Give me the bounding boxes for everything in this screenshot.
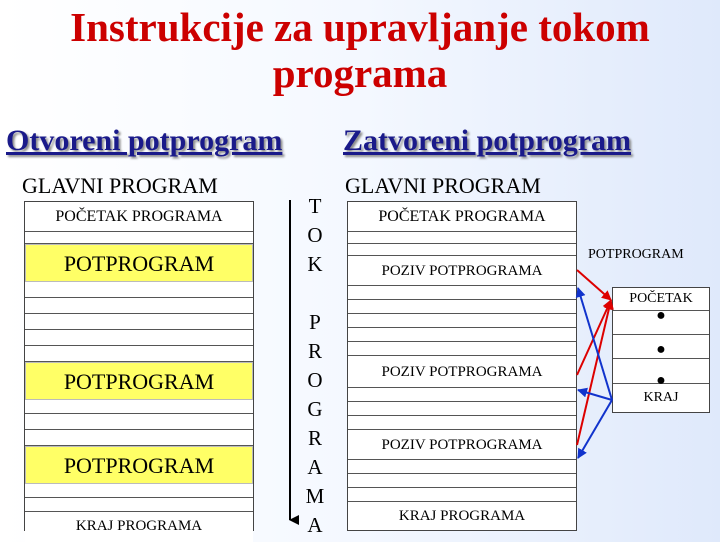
flow-letter: A <box>307 513 323 537</box>
flow-letter: R <box>307 339 322 363</box>
subprogram-title: POTPROGRAM <box>588 247 684 262</box>
return-arrow-blue <box>578 288 612 400</box>
subprogram-dot-row: ● <box>613 359 709 384</box>
flow-letter: A <box>307 455 323 479</box>
call-arrow-red <box>577 270 611 300</box>
closed-main-program-label: GLAVNI PROGRAM <box>345 173 541 198</box>
closed-subprogram-heading: Zatvoreni potprogram <box>343 124 632 157</box>
flow-letter: R <box>307 426 322 450</box>
subprogram-dot-row: ● <box>613 335 709 359</box>
call-arrow-red <box>577 300 611 445</box>
closed-call-label-2: POZIV POTPROGRAMA <box>381 364 543 380</box>
open-subprogram-label-2: POTPROGRAM <box>63 369 215 394</box>
open-subprogram-heading: Otvoreni potprogram <box>6 124 283 157</box>
subprogram-dot-row: ● <box>613 311 709 335</box>
title-line-1: Instrukcije za upravljanje tokom <box>70 4 650 50</box>
flow-letter: K <box>307 252 323 276</box>
flow-letter: G <box>307 397 323 421</box>
subprogram-end-label: KRAJ <box>643 390 679 405</box>
flow-letter: M <box>305 484 325 508</box>
flow-letter: O <box>307 368 323 392</box>
flow-letter: T <box>308 194 322 218</box>
closed-call-label-3: POZIV POTPROGRAMA <box>381 437 543 453</box>
title-line-2: programa <box>272 50 448 96</box>
closed-start-label: POČETAK PROGRAMA <box>378 208 546 225</box>
open-subprogram-label-3: POTPROGRAM <box>63 453 215 478</box>
closed-end-label: KRAJ PROGRAMA <box>398 508 526 524</box>
open-subprogram-label-1: POTPROGRAM <box>63 251 215 276</box>
return-arrow-blue <box>578 400 612 458</box>
open-start-label: POČETAK PROGRAMA <box>55 208 223 225</box>
closed-call-label-1: POZIV POTPROGRAMA <box>381 263 543 279</box>
flow-letter: O <box>307 223 323 247</box>
return-arrow-blue <box>578 390 612 400</box>
open-end-label: KRAJ PROGRAMA <box>75 518 203 534</box>
open-main-program-label: GLAVNI PROGRAM <box>22 173 218 198</box>
subprogram-start-label: POČETAK <box>629 291 693 306</box>
flow-letter: P <box>309 310 321 334</box>
